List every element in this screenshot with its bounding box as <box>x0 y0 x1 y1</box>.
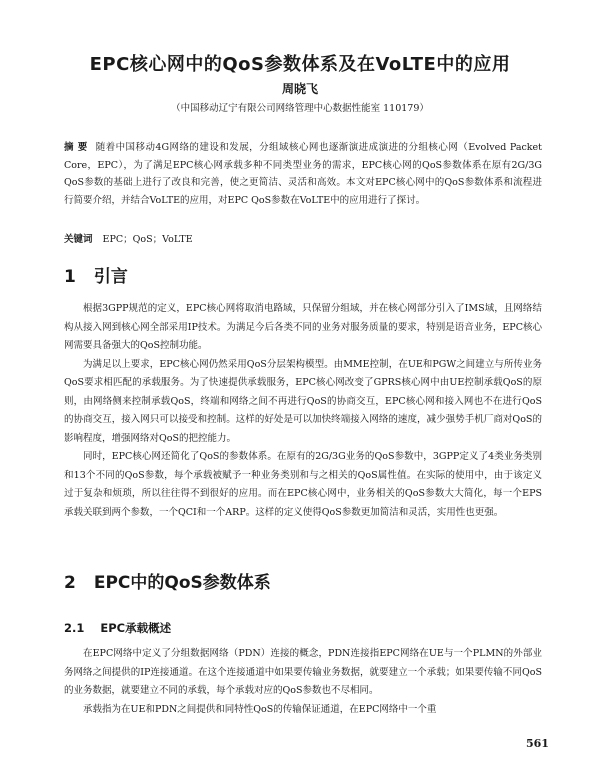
section-2-1-body <box>64 645 542 719</box>
page-number: 561 <box>526 737 549 750</box>
section-2-1-heading <box>64 620 171 636</box>
keywords <box>64 231 542 245</box>
section-2-1-title: EPC承载概述 <box>100 621 172 635</box>
abstract-label: 摘 要 <box>64 142 88 153</box>
section-1-number: 1 <box>64 267 76 287</box>
section-2-heading <box>64 568 271 593</box>
section-1-title: 引言 <box>93 267 128 287</box>
section-2-number: 2 <box>64 573 76 593</box>
paper-title: EPC核心网中的QoS参数体系及在VoLTE中的应用 <box>89 54 511 75</box>
section-2-1-paragraph: 在EPC网络中定义了分组数据网络（PDN）连接的概念，PDN连接指EPC网络在UE与一个PLMN的外部业务网络之间提供的IP连接通道。在这个连接通道中如果要传输业务数据，就要建立一个承载；如果要传输不同QoS的业务数据，就要建立不同的承载，每个承载对应的QoS参数也不尽相同。 <box>64 648 542 696</box>
keywords-text: EPC；QoS；VoLTE <box>102 234 193 245</box>
section-2-1-paragraph: 承载指为在UE和PDN之间提供和同特性QoS的传输保证通道，在EPC网络中一个重 <box>83 703 437 715</box>
section-1-body <box>64 300 542 522</box>
section-2-title: EPC中的QoS参数体系 <box>93 573 271 593</box>
author-affiliation: （中国移动辽宁有限公司网络管理中心数据性能室 110179） <box>171 103 429 114</box>
abstract-text: 随着中国移动4G网络的建设和发展，分组域核心网也逐渐演进成演进的分组核心网（Evolved Packet Core，EPC），为了满足EPC核心网承载多种不同类型业务的需求，EPC核心网的QoS参数体系在原有2G/3G QoS参数的基础上进行了改良和完善，使之更简洁、灵活和高效。本文对EPC核心网中的QoS参数体系和流程进行简要介绍，并结合VoLTE的应用，对EPC QoS参数在VoLTE中的应用进行了探讨。 <box>64 142 542 206</box>
section-2-1-number: 2.1 <box>64 621 85 635</box>
section-1-paragraph: 为满足以上要求，EPC核心网仍然采用QoS分层架构模型。由MME控制，在UE和PGW之间建立与所传业务QoS要求相匹配的承载服务。为了快速提供承载服务，EPC核心网改变了GPRS核心网中由UE控制承载QoS的原则，由网络侧来控制承载QoS，终端和网络之间不再进行QoS的协商交互，EPC核心网和接入网也不在进行QoS的协商交互，接入网只可以接受和控制。这样的好处是可以加快终端接入网络的速度，减少强势手机厂商对QoS的影响程度，增强网络对QoS的把控能力。 <box>64 358 542 444</box>
keywords-label: 关键词 <box>64 234 93 245</box>
author-name: 周晓飞 <box>281 82 318 96</box>
section-1-paragraph: 同时，EPC核心网还简化了QoS的参数体系。在原有的2G/3G业务的QoS参数中，3GPP定义了4类业务类别和13个不同的QoS参数，每个承载被赋予一种业务类别和与之相关的QoS属性值。在实际的使用中，由于该定义过于复杂和烦琐，所以往往得不到很好的应用。而在EPC核心网中，业务相关的QoS参数大大简化，每一个EPS承载关联到两个参数，一个QCI和一个ARP。这样的定义使得QoS参数更加简洁和灵活，实用性也更强。 <box>64 451 542 518</box>
section-1-heading <box>64 262 128 287</box>
section-1-paragraph: 根据3GPP规范的定义，EPC核心网将取消电路域，只保留分组域，并在核心网部分引入了IMS域，且网络结构从接入网到核心网全部采用IP技术。为满足今后各类不同的业务对服务质量的要求，特别是语音业务，EPC核心网需要具备强大的QoS控制功能。 <box>64 303 542 351</box>
abstract <box>64 139 542 209</box>
